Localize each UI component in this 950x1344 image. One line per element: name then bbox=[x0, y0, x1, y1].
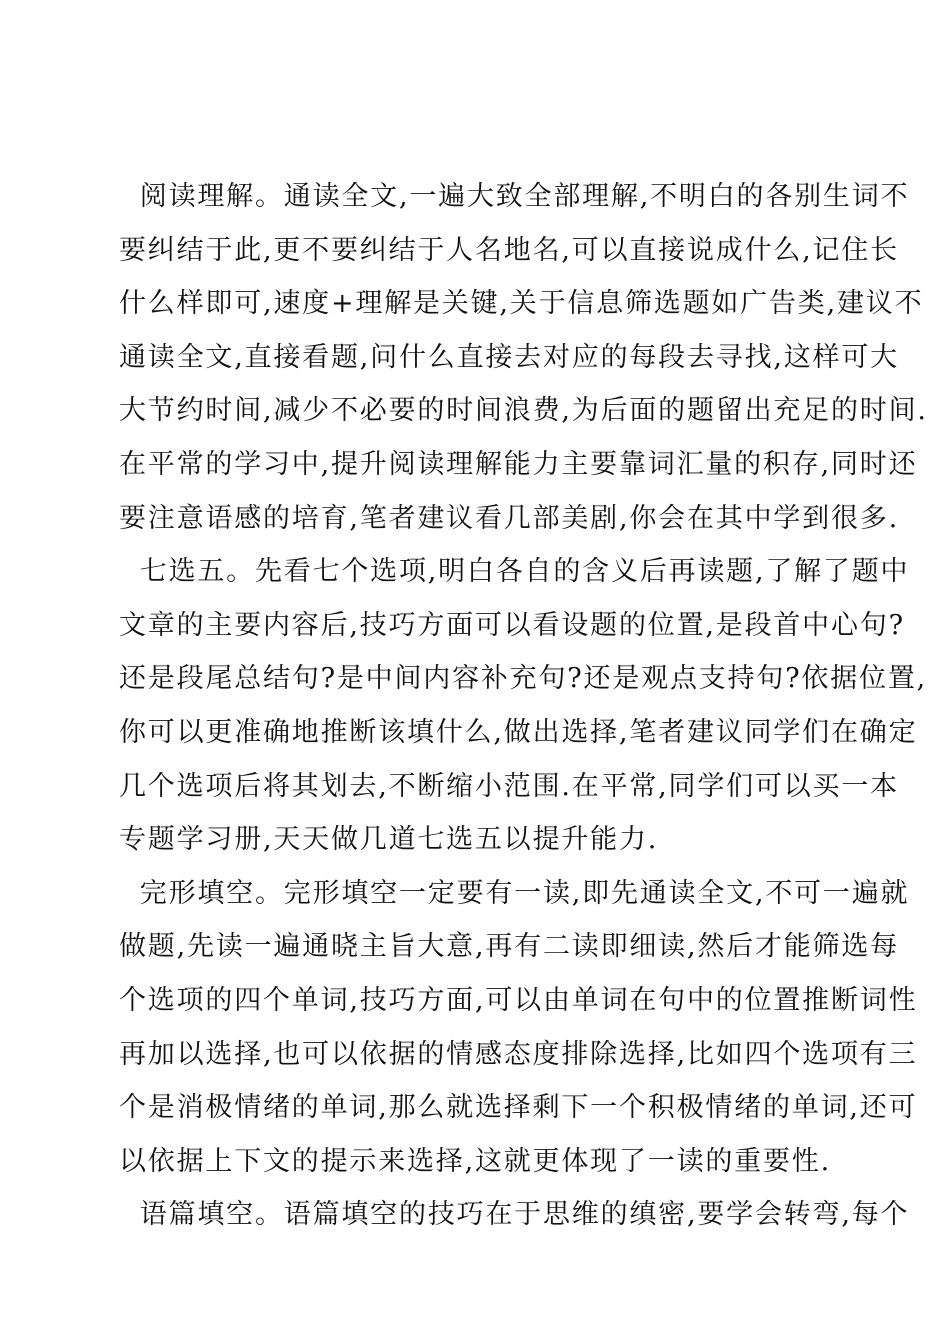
text-line: 要注意语感的培育,笔者建议看几部美剧,你会在其中学到很多. bbox=[119, 502, 899, 534]
text-line: 完形填空。完形填空一定要有一读,即先通读全文,不可一遍就 bbox=[119, 877, 910, 909]
text-line: 做题,先读一遍通晓主旨大意,再有二读即细读,然后才能筛选每 bbox=[119, 931, 899, 963]
text-line: 以依据上下文的提示来选择,这就更体现了一读的重要性. bbox=[119, 1145, 831, 1177]
text-line: 个选项的四个单词,技巧方面,可以由单词在句中的位置推断词性 bbox=[119, 984, 918, 1016]
text-line: 文章的主要内容后,技巧方面可以看设题的位置,是段首中心句? bbox=[119, 609, 905, 641]
text-line: 个是消极情绪的单词,那么就选择剩下一个积极情绪的单词,还可 bbox=[119, 1092, 918, 1124]
text-line: 专题学习册,天天做几道七选五以提升能力. bbox=[119, 824, 659, 856]
text-line: 你可以更准确地推断该填什么,做出选择,笔者建议同学们在确定 bbox=[119, 716, 918, 748]
text-line: 大节约时间,减少不必要的时间浪费,为后面的题留出充足的时间. bbox=[119, 395, 928, 427]
text-line: 通读全文,直接看题,问什么直接去对应的每段去寻找,这样可大 bbox=[119, 341, 899, 373]
text-line: 语篇填空。语篇填空的技巧在于思维的缜密,要学会转弯,每个 bbox=[119, 1199, 910, 1231]
text-line: 在平常的学习中,提升阅读理解能力主要靠词汇量的积存,同时还 bbox=[119, 448, 918, 480]
text-line: 几个选项后将其划去,不断缩小范围.在平常,同学们可以买一本 bbox=[119, 770, 899, 802]
document-body bbox=[119, 170, 928, 1242]
text-line: 什么样即可,速度+理解是关键,关于信息筛选题如广告类,建议不 bbox=[119, 288, 924, 320]
text-line: 还是段尾总结句?是中间内容补充句?还是观点支持句?依据位置, bbox=[119, 663, 928, 695]
text-line: 要纠结于此,更不要纠结于人名地名,可以直接说成什么,记住长 bbox=[119, 234, 899, 266]
text-line: 七选五。先看七个选项,明白各自的含义后再读题,了解了题中 bbox=[119, 556, 910, 588]
text-line: 再加以选择,也可以依据的情感态度排除选择,比如四个选项有三 bbox=[119, 1038, 918, 1070]
text-line: 阅读理解。通读全文,一遍大致全部理解,不明白的各别生词不 bbox=[119, 181, 910, 212]
